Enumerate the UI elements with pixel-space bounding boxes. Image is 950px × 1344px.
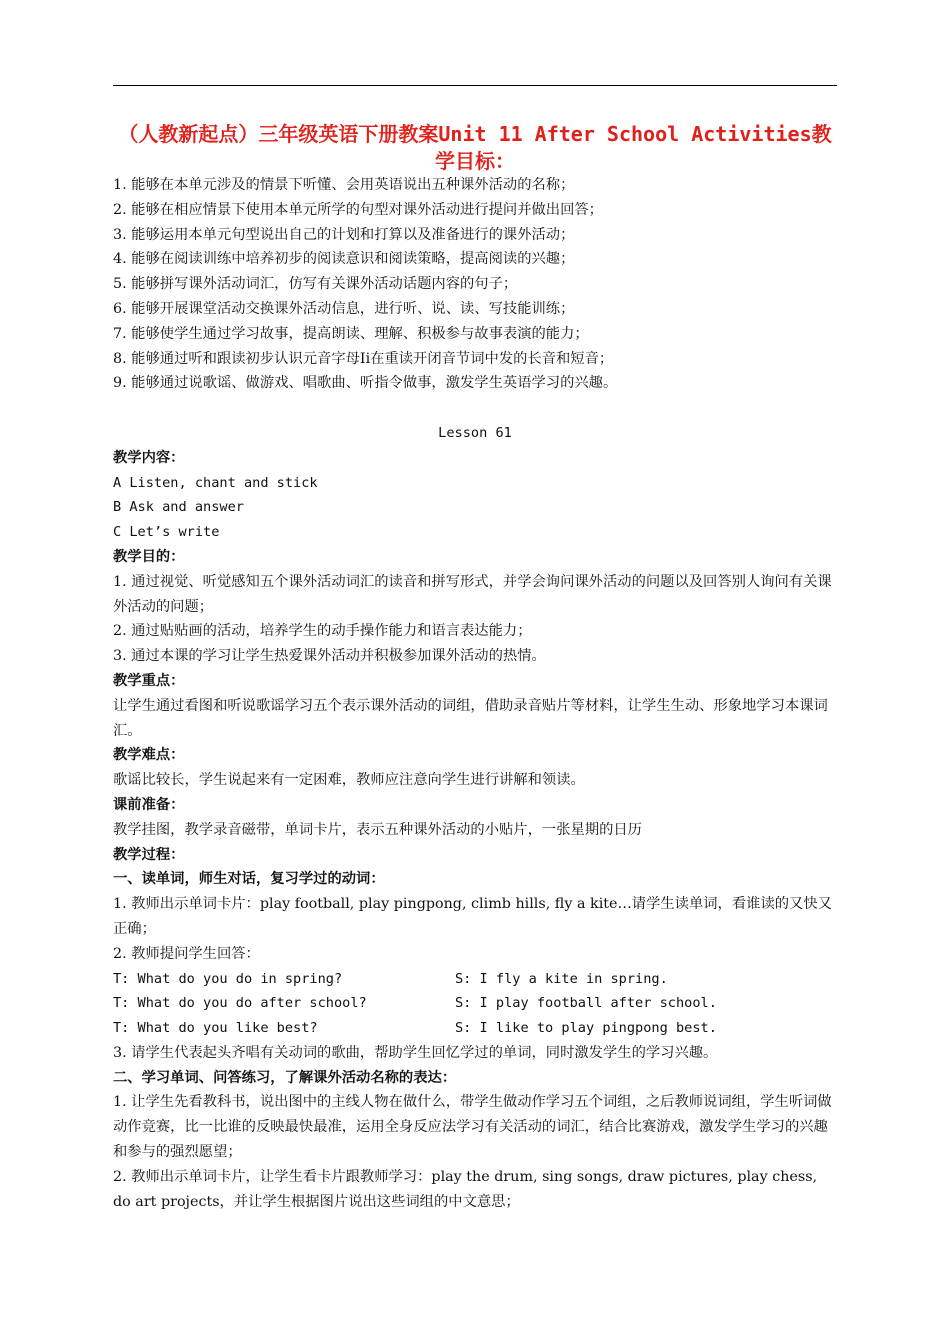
teacher-question: T: What do you like best? <box>113 1020 318 1037</box>
key-points-heading: 教学重点： <box>113 672 185 689</box>
objective-item: 1. 能够在本单元涉及的情景下听懂、会用英语说出五种课外活动的名称； <box>113 177 575 193</box>
dialogue-row <box>113 991 837 1016</box>
objective-item: 5. 能够拼写课外活动词汇，仿写有关课外活动话题内容的句子； <box>113 276 518 293</box>
student-answer: S: I like to play pingpong best. <box>455 1020 717 1037</box>
difficulty-text: 歌谣比较长，学生说起来有一定困难，教师应注意向学生进行讲解和领读。 <box>113 772 585 789</box>
difficulty-heading: 教学难点： <box>113 747 185 764</box>
blank-line <box>113 396 837 421</box>
content-item: B Ask and answer <box>113 499 244 516</box>
aim-item: 1. 通过视觉、听觉感知五个课外活动词汇的读音和拼写形式，并学会询问课外活动的问题以及回答别人询问有关课外活动的问题； <box>113 573 832 615</box>
objective-item: 9. 能够通过说歌谣、做游戏、唱歌曲、听指令做事，激发学生英语学习的兴趣。 <box>113 375 618 392</box>
aim-item: 3. 通过本课的学习让学生热爱课外活动并积极参加课外活动的热情。 <box>113 648 546 665</box>
aims-heading: 教学目的： <box>113 548 185 565</box>
dialogue-row <box>113 967 837 992</box>
process-heading: 教学过程： <box>113 846 185 863</box>
step1-heading: 一、读单词，师生对话，复习学过的动词： <box>113 871 385 888</box>
step2-item: 2. 教师出示单词卡片，让学生看卡片跟教师学习：play the drum, sing songs, draw pictures, play chess, do art projects，并让学生根据图片说出这些词组的中文意思； <box>113 1168 822 1210</box>
header-rule <box>113 85 837 86</box>
content-heading: 教学内容： <box>113 449 185 466</box>
step2-heading: 二、学习单词、问答练习，了解课外活动名称的表达： <box>113 1069 457 1086</box>
content-item: A Listen, chant and stick <box>113 474 318 491</box>
key-points-text: 让学生通过看图和听说歌谣学习五个表示课外活动的词组，借助录音贴片等材料，让学生生动、形象地学习本课词汇。 <box>113 697 828 739</box>
step1-item: 1. 教师出示单词卡片：play football, play pingpong, climb hills, fly a kite…请学生读单词，看谁读的又快又正确； <box>113 896 832 937</box>
preparation-heading: 课前准备： <box>113 796 185 813</box>
teacher-question: T: What do you do after school? <box>113 995 367 1012</box>
teacher-question: T: What do you do in spring? <box>113 970 343 987</box>
step1-item: 3. 请学生代表起头齐唱有关动词的歌曲，帮助学生回忆学过的单词，同时激发学生的学习兴趣。 <box>113 1044 718 1061</box>
objective-item: 3. 能够运用本单元句型说出自己的计划和打算以及准备进行的课外活动； <box>113 226 575 243</box>
document-body <box>113 173 837 1214</box>
dialogue-row <box>113 1016 837 1041</box>
document-title: （人教新起点）三年级英语下册教案Unit 11 After School Activities教学目标： <box>118 122 832 173</box>
objective-item: 2. 能够在相应情景下使用本单元所学的句型对课外活动进行提问并做出回答； <box>113 201 603 218</box>
preparation-text: 教学挂图，教学录音磁带，单词卡片，表示五种课外活动的小贴片，一张星期的日历 <box>113 821 642 838</box>
aim-item: 2. 通过贴贴画的活动，培养学生的动手操作能力和语言表达能力； <box>113 623 532 640</box>
objective-item: 6. 能够开展课堂活动交换课外活动信息，进行听、说、读、写技能训练； <box>113 300 575 317</box>
student-answer: S: I fly a kite in spring. <box>455 970 668 987</box>
step2-item: 1. 让学生先看教科书，说出图中的主线人物在做什么，带学生做动作学习五个词组，之后教师说词组，学生听词做动作竞赛，比一比谁的反映最快最准，运用全身反应法学习有关活动的词汇，结合比赛游戏，激发学生学习的兴趣和参与的强烈愿望； <box>113 1094 832 1161</box>
objective-item: 7. 能够使学生通过学习故事，提高朗读、理解、积极参与故事表演的能力； <box>113 325 589 342</box>
lesson-title: Lesson 61 <box>438 424 512 441</box>
objective-item: 4. 能够在阅读训练中培养初步的阅读意识和阅读策略，提高阅读的兴趣； <box>113 251 575 268</box>
content-item: C Let’s write <box>113 524 220 541</box>
objective-item: 8. 能够通过听和跟读初步认识元音字母Ii在重读开闭音节词中发的长音和短音； <box>113 350 614 367</box>
step1-item: 2. 教师提问学生回答： <box>113 945 260 962</box>
student-answer: S: I play football after school. <box>455 995 717 1012</box>
